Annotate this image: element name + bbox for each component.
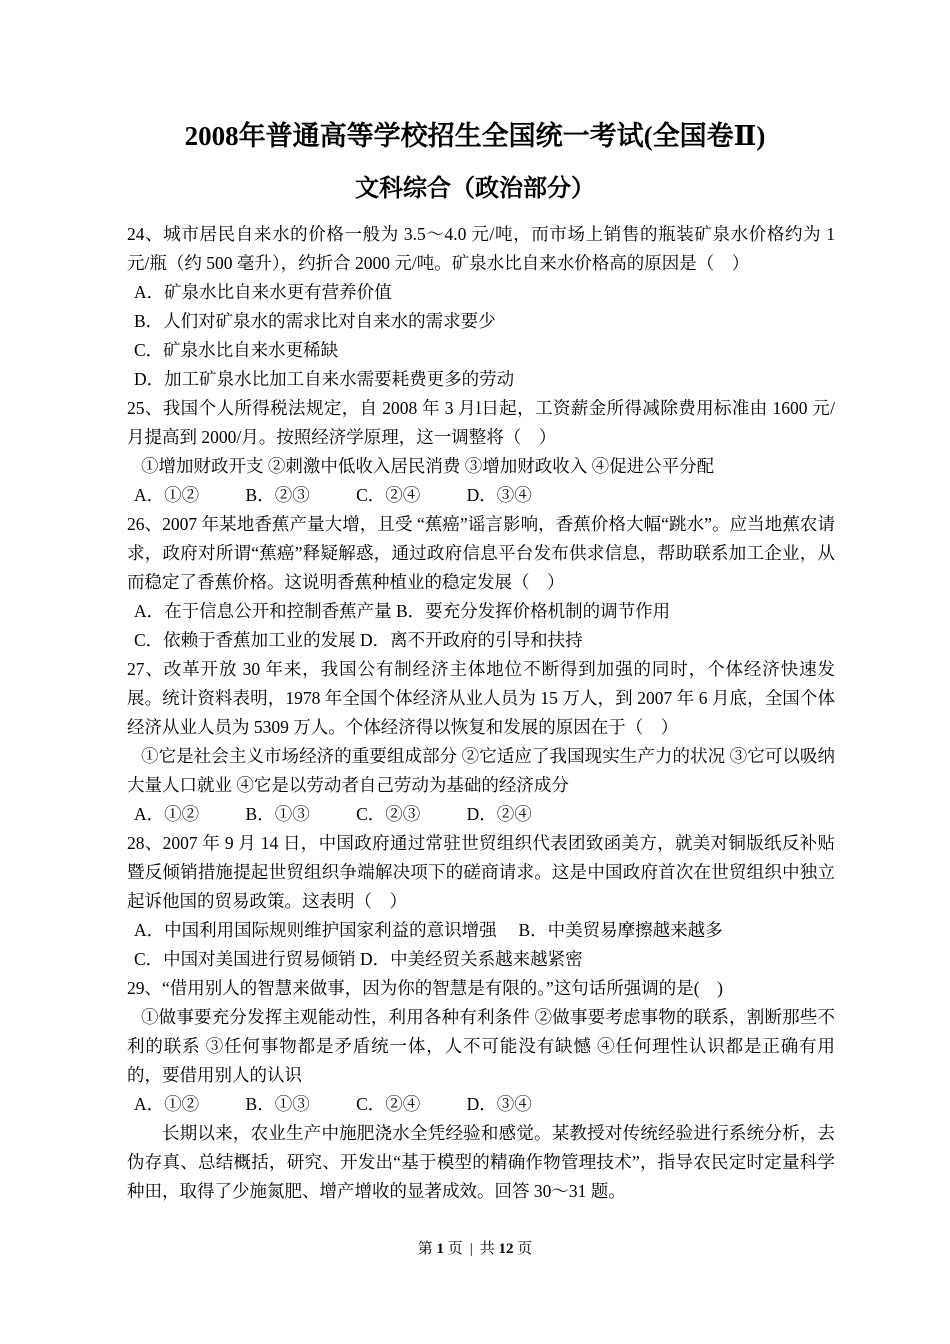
question-27-option-a: A．①②: [134, 804, 200, 824]
question-24-option-c: C．矿泉水比自来水更稀缺: [134, 340, 339, 360]
footer-separator: |: [469, 1241, 473, 1257]
question-28-options-ab: A．中国利用国际规则维护国家利益的意识增强 B．中美贸易摩擦越来越多: [134, 920, 723, 940]
question-25-options: [127, 481, 835, 510]
question-29-option-d: D．③④: [466, 1094, 532, 1114]
question-25-sub-items: ①增加财政开支 ②刺激中低收入居民消费 ③增加财政收入 ④促进公平分配: [141, 456, 715, 476]
question-27-option-d: D．②④: [466, 804, 532, 824]
question-25: [127, 394, 835, 510]
question-29-option-b: B．①③: [245, 1094, 310, 1114]
question-28: [127, 829, 835, 974]
question-26-stem: 26、2007 年某地香蕉产量大增，且受 “蕉癌”谣言影响，香蕉价格大幅“跳水”。应当地蕉农请求，政府对所谓“蕉癌”释疑解惑，通过政府信息平台发布供求信息，帮助联系加工企业，从而稳定了香蕉价格。这说明香蕉种植业的稳定发展（ ）: [127, 514, 835, 592]
question-25-option-a: A．①②: [134, 485, 200, 505]
exam-title: 2008年普通高等学校招生全国统一考试(全国卷Ⅱ): [184, 121, 766, 151]
question-27-stem: 27、改革开放 30 年来，我国公有制经济主体地位不断得到加强的同时，个体经济快速发展。统计资料表明，1978 年全国个体经济从业人员为 15 万人，到 2007 年 6 月底，全国个体经济从业人员为 5309 万人。个体经济得以恢复和发展的原因在于（ ）: [127, 659, 835, 737]
question-25-option-b: B．②③: [245, 485, 310, 505]
question-29-option-a: A．①②: [134, 1094, 200, 1114]
question-29-stem: 29、“借用别人的智慧来做事，因为你的智慧是有限的。”这句话所强调的是( ): [127, 978, 723, 998]
question-27-options: [127, 800, 835, 829]
page-footer: [0, 1238, 950, 1260]
question-24: [127, 220, 835, 394]
question-27-sub-items: ①它是社会主义市场经济的重要组成部分 ②它适应了我国现实生产力的状况 ③它可以吸纳大量人口就业 ④它是以劳动者自己劳动为基础的经济成分: [127, 746, 835, 795]
question-29-option-c: C．②④: [356, 1094, 421, 1114]
question-27-option-b: B．①③: [245, 804, 310, 824]
question-29-options: [127, 1090, 835, 1119]
question-29-sub-items: ①做事要充分发挥主观能动性，利用各种有利条件 ②做事要考虑事物的联系，割断那些不利的联系 ③任何事物都是矛盾统一体，人不可能没有缺憾 ④任何理性认识都是正确有用的，要借用别人的认识: [127, 1007, 835, 1085]
question-25-option-c: C．②④: [356, 485, 421, 505]
page-number-total: 共 12 页: [479, 1241, 533, 1257]
question-27: [127, 655, 835, 829]
question-26: [127, 510, 835, 655]
page-number-current: 第 1 页: [417, 1241, 463, 1257]
question-29: [127, 974, 835, 1119]
question-25-stem: 25、我国个人所得税法规定，自 2008 年 3 月l日起，工资薪金所得减除费用标准由 1600 元/月提高到 2000/月。按照经济学原理，这一调整将（ ）: [127, 398, 835, 447]
doc-header: [0, 0, 950, 208]
question-27-option-c: C．②③: [356, 804, 421, 824]
question-24-stem: 24、城市居民自来水的价格一般为 3.5～4.0 元/吨，而市场上销售的瓶装矿泉水价格约为 1 元/瓶（约 500 毫升），约折合 2000 元/吨。矿泉水比自来水价格高的原因是（ ）: [127, 224, 835, 273]
question-25-option-d: D．③④: [466, 485, 532, 505]
question-24-option-b: B．人们对矿泉水的需求比对自来水的需求要少: [134, 311, 496, 331]
question-24-option-d: D．加工矿泉水比加工自来水需要耗费更多的劳动: [134, 369, 515, 389]
questions-section: [127, 220, 835, 1206]
current-page-number: 1: [436, 1241, 444, 1257]
total-page-number: 12: [498, 1241, 514, 1257]
passage-questions-30-31: 长期以来，农业生产中施肥浇水全凭经验和感觉。某教授对传统经验进行系统分析，去伪存真、总结概括，研究、开发出“基于模型的精确作物管理技术”，指导农民定时定量科学种田，取得了少施氮肥、增产增收的显著成效。回答 30～31 题。: [127, 1123, 835, 1201]
question-28-options-cd: C．中国对美国进行贸易倾销 D．中美经贸关系越来越紧密: [134, 949, 583, 969]
question-26-options-ab: A．在于信息公开和控制香蕉产量 B．要充分发挥价格机制的调节作用: [134, 601, 671, 621]
question-28-stem: 28、2007 年 9 月 14 日，中国政府通过常驻世贸组织代表团致函美方，就美对铜版纸反补贴暨反倾销措施提起世贸组织争端解决项下的磋商请求。这是中国政府首次在世贸组织中独立起诉他国的贸易政策。这表明（ ）: [127, 833, 835, 911]
question-24-option-a: A．矿泉水比自来水更有营养价值: [134, 282, 392, 302]
exam-subtitle: 文科综合（政治部分）: [355, 176, 595, 202]
question-26-options-cd: C．依赖于香蕉加工业的发展 D．离不开政府的引导和扶持: [134, 630, 583, 650]
